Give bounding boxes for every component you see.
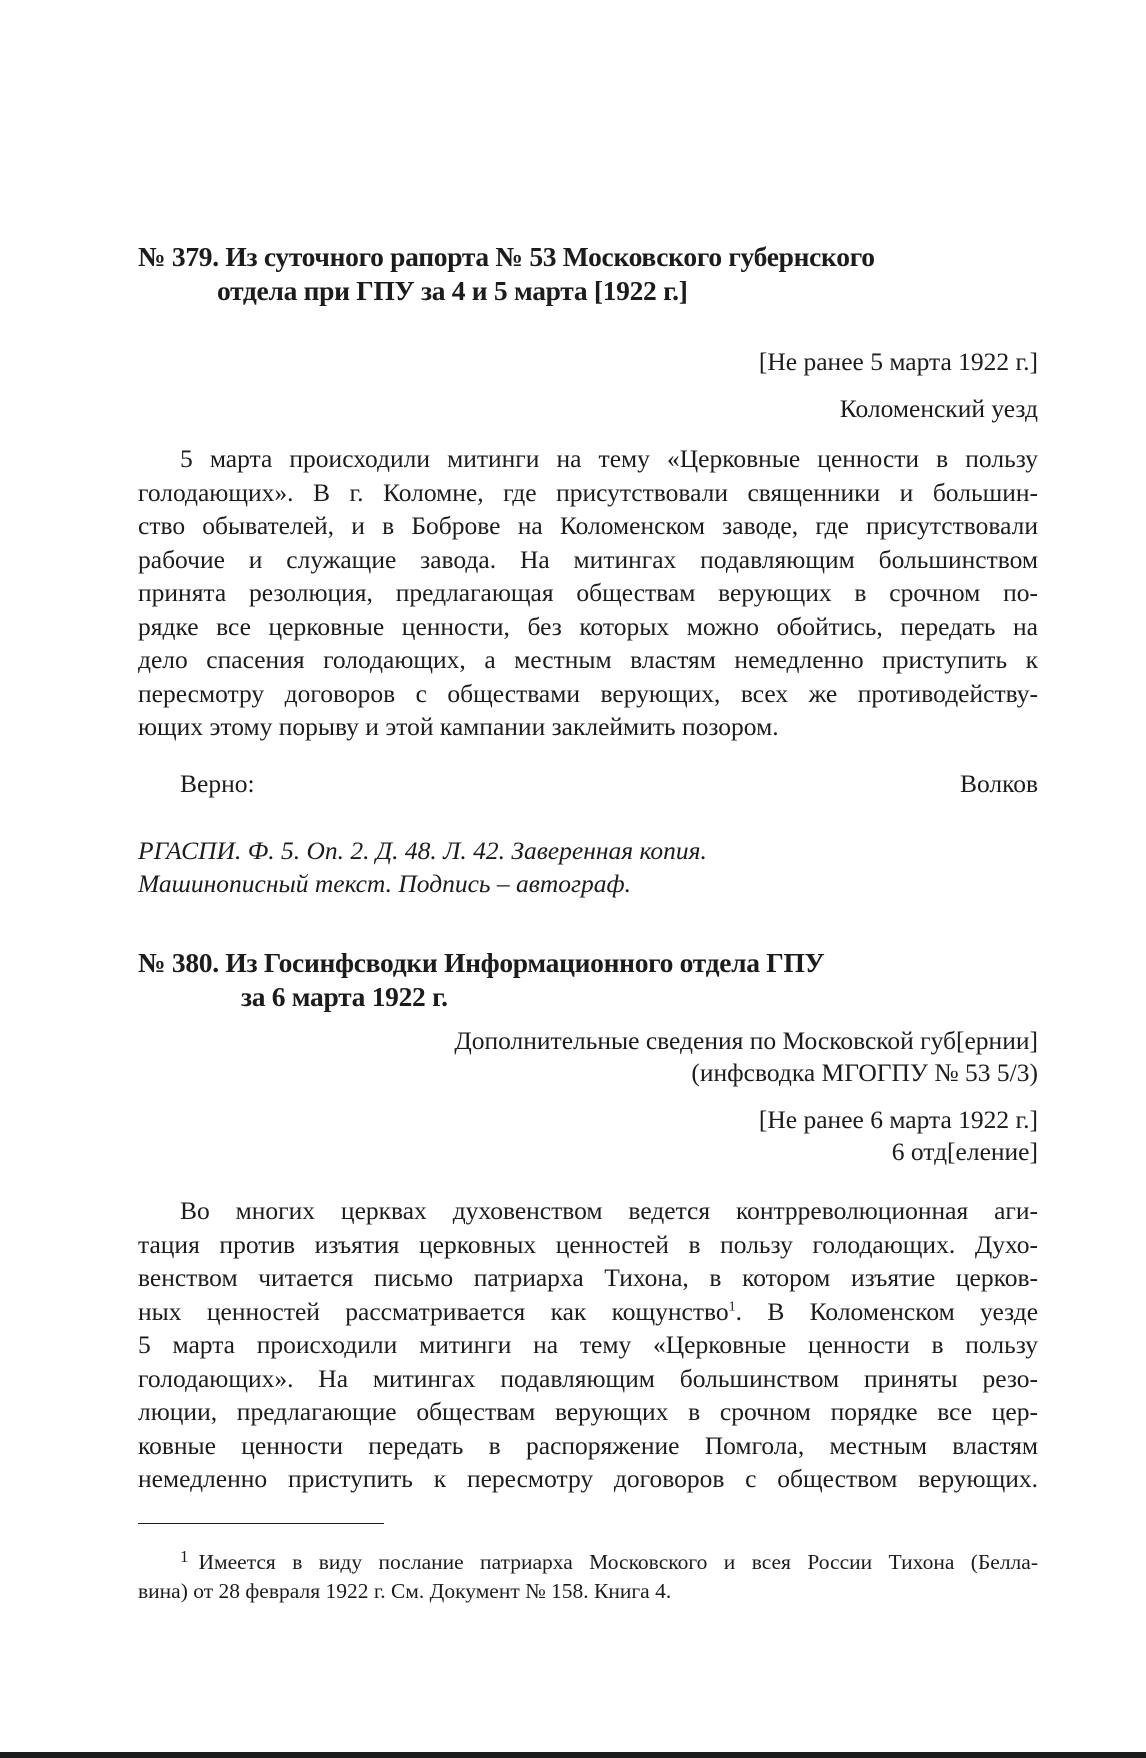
footnote-reference[interactable]: 1 <box>728 1299 736 1314</box>
signer-name: Волков <box>959 769 1038 798</box>
page-edge-bar <box>0 1752 1146 1758</box>
doc379-line: ющих этому порыву и этой кампании заклеймить позором. <box>138 712 779 741</box>
doc379-heading-line2: отдела при ГПУ за 4 и 5 марта [1922 г.] <box>217 275 688 306</box>
doc379-line: принята резолюция, предлагающая обществам верующих в срочном по- <box>138 578 1038 607</box>
doc380-line: люции, предлагающие обществам верующих в срочном порядке все цер- <box>138 1397 1038 1426</box>
doc379-heading <box>138 240 1038 308</box>
doc379-line: голодающих». В г. Коломне, где присутствовали священники и большин- <box>138 477 1038 507</box>
doc380-meta <box>454 1025 1038 1089</box>
doc379-line: рядке все церковные ценности, без которых можно обойтись, передать на <box>138 611 1038 641</box>
doc380-line4-tail: . В Коломенском уезде <box>735 1296 1039 1326</box>
doc379-line: пересмотру договоров с обществами верующих, всех же противодейству- <box>138 678 1038 708</box>
doc379-archival-source <box>138 834 1038 900</box>
doc380-meta-line1: Дополнительные сведения по Московской губ[ернии] <box>454 1026 1038 1055</box>
doc379-line: 5 марта происходили митинги на тему «Церковные ценности в пользу <box>180 444 1038 473</box>
doc380-date-block <box>759 1104 1038 1168</box>
footnote-line1 <box>138 1542 1038 1577</box>
doc380-line: тация против изъятия церковных ценностей в пользу голодающих. Духо- <box>138 1229 1038 1259</box>
source-line: РГАСПИ. Ф. 5. Оп. 2. Д. 48. Л. 42. Заверенная копия. <box>138 836 707 865</box>
footnote-text: Имеется в виду послание патриарха Московского и всея России Тихона (Белла- <box>198 1550 1038 1574</box>
doc380-line: 5 марта происходили митинги на тему «Церковные ценности в пользу <box>138 1330 1038 1359</box>
doc379-heading-line1: № 379. Из суточного рапорта № 53 Московского губернского <box>138 241 875 272</box>
doc380-line-with-footnote <box>138 1295 1038 1329</box>
doc380-date: [Не ранее 6 марта 1922 г.] <box>758 1105 1038 1134</box>
doc380-line: голодающих». На митингах подавляющим большинством приняты резо- <box>138 1363 1038 1393</box>
footnote-line2: вина) от 28 февраля 1922 г. См. Документ № 158. Книга 4. <box>138 1579 672 1603</box>
doc380-meta-line2: (инфсводка МГОГПУ № 53 5/3) <box>691 1058 1038 1087</box>
footnote-divider <box>138 1523 384 1524</box>
doc379-body <box>138 442 1038 744</box>
doc379-line: дело спасения голодающих, а местным властям немедленно приступить к <box>138 645 1038 674</box>
doc380-dept: 6 отд[еление] <box>891 1137 1038 1166</box>
doc380-heading-line2: за 6 марта 1922 г. <box>241 981 448 1012</box>
doc379-line: ство обывателей, и в Боброве на Коломенском заводе, где присутствовали <box>138 511 1038 540</box>
doc380-line: ковные ценности передать в распоряжение Помгола, местным властям <box>138 1430 1038 1460</box>
doc379-place: Коломенский уезд <box>839 394 1038 423</box>
doc380-line: венством читается письмо патриарха Тихона, в котором изъятие церков- <box>138 1263 1038 1292</box>
certified-label: Верно: <box>180 769 255 798</box>
footnote-number: 1 <box>180 1547 189 1566</box>
doc380-line: немедленно приступить к пересмотру договоров с обществом верующих. <box>138 1464 1038 1493</box>
source-line: Машинописный текст. Подпись – автограф. <box>138 869 631 898</box>
doc380-heading <box>138 946 1038 1014</box>
doc380-line4-text: ных ценностей рассматривается как кощунство <box>138 1296 729 1326</box>
doc380-body <box>138 1194 1038 1496</box>
doc379-date: [Не ранее 5 марта 1922 г.] <box>758 347 1038 376</box>
doc379-line: рабочие и служащие завода. На митингах подавляющим большинством <box>138 544 1038 574</box>
doc380-line: Во многих церквах духовенством ведется контрреволюционная аги- <box>180 1196 1038 1225</box>
doc380-heading-line1: № 380. Из Госинфсводки Информационного отдела ГПУ <box>138 947 825 978</box>
footnote <box>138 1542 1038 1606</box>
